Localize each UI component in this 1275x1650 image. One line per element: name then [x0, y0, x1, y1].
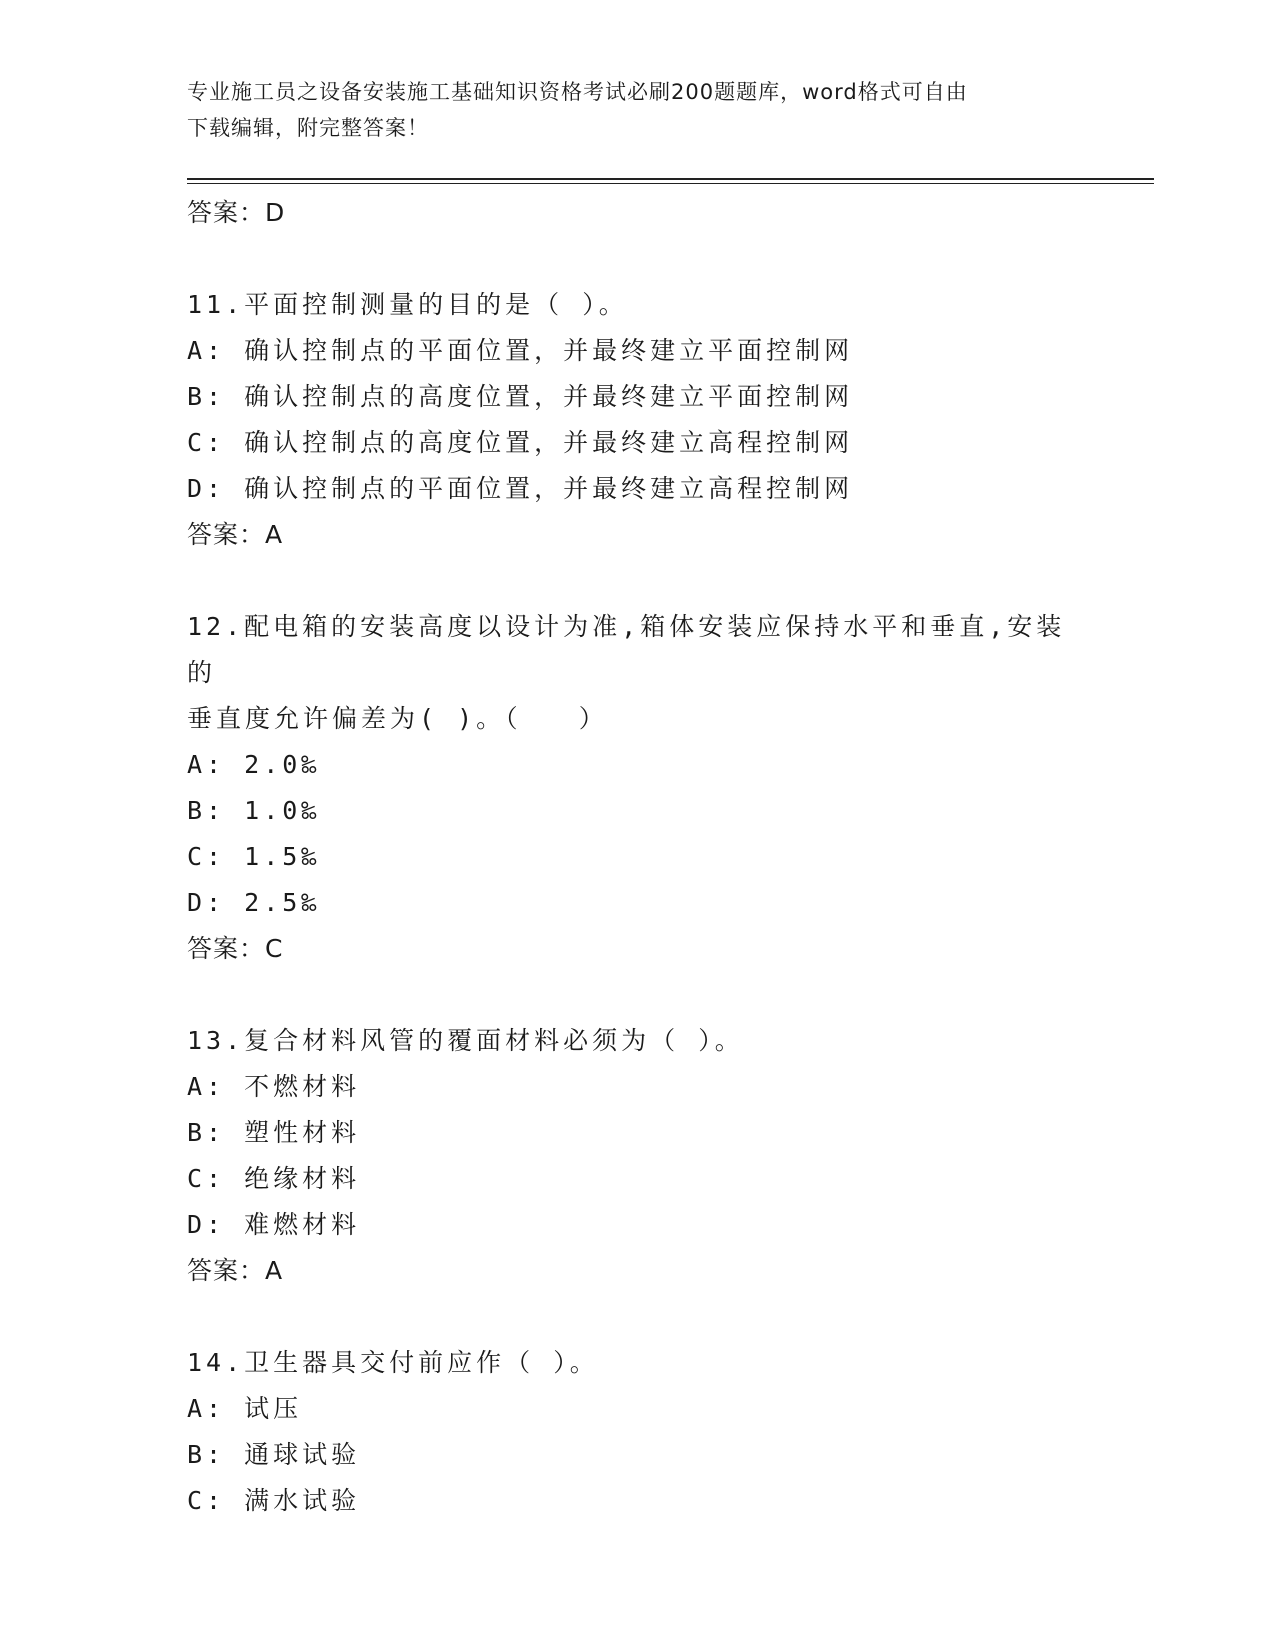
question-12 [187, 604, 1087, 972]
option-a: A: 确认控制点的平面位置，并最终建立平面控制网 [187, 336, 854, 365]
question-14 [187, 1340, 1087, 1524]
option-b: B: 塑性材料 [187, 1118, 361, 1147]
option-c: C: 绝缘材料 [187, 1164, 361, 1193]
option-a: A: 2.0‰ [187, 750, 321, 779]
question-stem-continued: 垂直度允许偏差为( )。（ ） [187, 704, 608, 733]
question-stem: 12.配电箱的安装高度以设计为准,箱体安装应保持水平和垂直,安装的 [187, 612, 1066, 687]
question-stem: 13.复合材料风管的覆面材料必须为（ ）。 [187, 1026, 744, 1055]
option-d: D: 确认控制点的平面位置，并最终建立高程控制网 [187, 474, 854, 503]
spacer [187, 1294, 1087, 1340]
answer: 答案：A [187, 1256, 284, 1285]
option-d: D: 难燃材料 [187, 1210, 361, 1239]
option-b: B: 通球试验 [187, 1440, 361, 1469]
question-11 [187, 282, 1087, 558]
question-list [187, 190, 1087, 1524]
answer: 答案：C [187, 934, 284, 963]
option-b: B: 确认控制点的高度位置，并最终建立平面控制网 [187, 382, 854, 411]
option-c: C: 1.5‰ [187, 842, 321, 871]
option-c: C: 满水试验 [187, 1486, 361, 1515]
option-a: A: 试压 [187, 1394, 303, 1423]
answer: 答案：A [187, 520, 284, 549]
header-divider-thick [187, 178, 1154, 180]
spacer [187, 236, 1087, 282]
question-13 [187, 1018, 1087, 1294]
spacer [187, 972, 1087, 1018]
question-stem: 14.卫生器具交付前应作（ ）。 [187, 1348, 599, 1377]
question-stem: 11.平面控制测量的目的是（ ）。 [187, 290, 628, 319]
document-header [187, 74, 1067, 146]
header-title-line-1: 专业施工员之设备安装施工基础知识资格考试必刷200题题库，word格式可自由 [187, 80, 968, 104]
header-divider-thin [187, 183, 1154, 184]
header-title-line-2: 下载编辑，附完整答案！ [187, 116, 429, 140]
option-a: A: 不燃材料 [187, 1072, 361, 1101]
option-b: B: 1.0‰ [187, 796, 321, 825]
previous-answer: 答案：D [187, 198, 286, 227]
option-d: D: 2.5‰ [187, 888, 321, 917]
option-c: C: 确认控制点的高度位置，并最终建立高程控制网 [187, 428, 854, 457]
spacer [187, 558, 1087, 604]
